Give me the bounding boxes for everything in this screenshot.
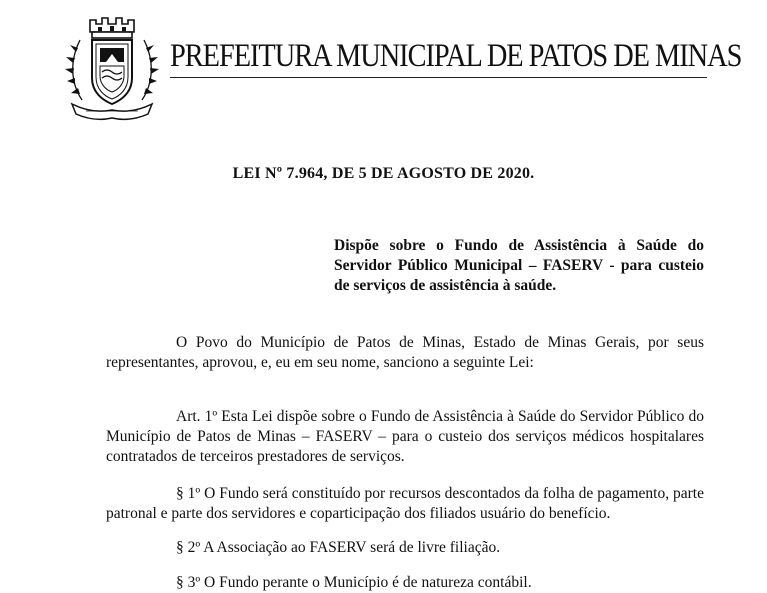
law-summary: Dispõe sobre o Fundo de Assistência à Saúde do Servidor Público Municipal – FASERV - para custeio de serviços de assistência à saúde. xyxy=(334,237,704,294)
organization-name: PREFEITURA MUNICIPAL DE PATOS DE MINAS xyxy=(170,38,742,74)
paragraph-3: § 3º O Fundo perante o Município é de natureza contábil. xyxy=(176,574,532,591)
document-header xyxy=(62,10,742,125)
article-1: Art. 1º Esta Lei dispõe sobre o Fundo de Assistência à Saúde do Servidor Público do Município de Patos de Minas – FASERV – para o custeio dos serviços médicos hospitalares contratados de terceiros prestadores de serviços. xyxy=(106,408,704,465)
law-title: LEI Nº 7.964, DE 5 DE AGOSTO DE 2020. xyxy=(232,165,535,182)
paragraph-1: § 1º O Fundo será constituído por recursos descontados da folha de pagamento, parte patronal e parte dos servidores e coparticipação dos filiados usuário do benefício. xyxy=(106,485,704,522)
header-underline xyxy=(170,77,707,78)
coat-of-arms-icon xyxy=(62,10,162,125)
paragraph-2: § 2º A Associação ao FASERV será de livre filiação. xyxy=(176,539,501,556)
enactment-clause: O Povo do Município de Patos de Minas, Estado de Minas Gerais, por seus representantes, aprovou, e, eu em seu nome, sanciono a seguinte Lei: xyxy=(106,334,704,371)
